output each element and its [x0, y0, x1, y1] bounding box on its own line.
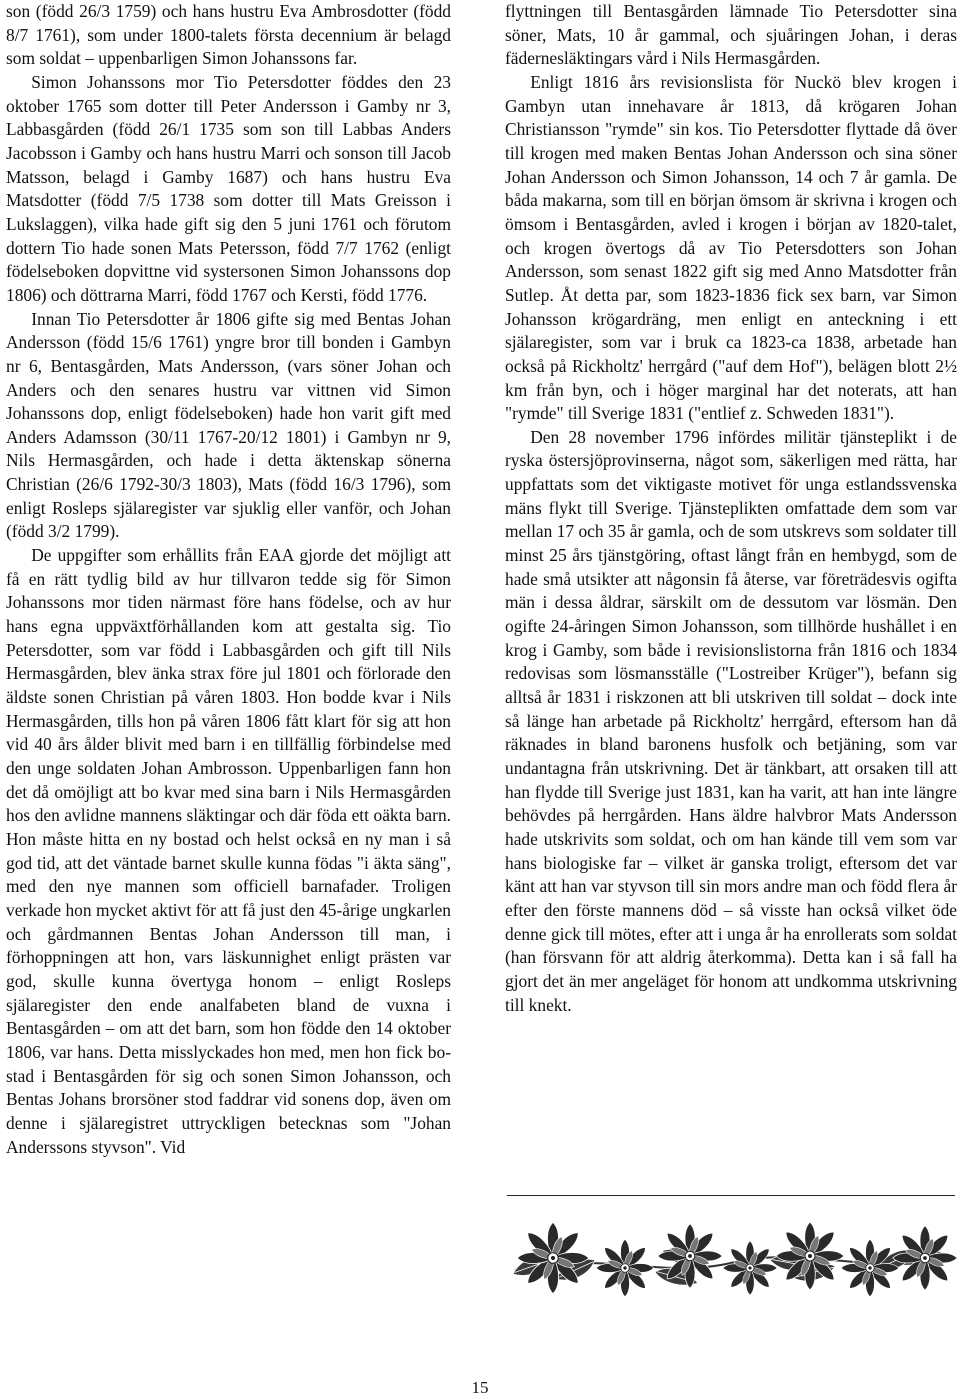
left-paragraph-4: De uppgifter som erhållits från EAA gjorde det möjligt att få en rätt tydlig bild av hur tillvaron tedde sig för Simon Johanssons mor tiden närmast före hans födelse, och av hur hans egna uppväxtförhållanden kom att gestalta sig. Tio Petersdotter, som var född i Labbasgården och gift till Nils Hermasgården, blev änka strax före jul 1801 och förlorade den äldste sonen Christian på våren 1803. Hon bodde kvar i Nils Hermasgården, tills hon på våren 1806 fått klart för sig att hon vid 40 års ålder blivit med barn i en tillfällig förbindelse med den unge soldaten Johan Ambrosson. Uppenbarligen fann hon det då omöjligt att bo kvar med sina barn i Nils Hermasgården hos den avlidne mannens släktingar och där föda ett oäkta barn. Hon måste hitta en ny bostad och helst också en ny man i så god tid, att det väntade barnet skulle kunna födas "i äkta säng", med den nye mannen som officiell barnafader. Troligen verkade hon mycket aktivt för att få just den 45-årige ungkarlen och gårdmannen Bentas Johan Andersson till man, i förhoppningen att hon, vars läskunnighet enligt prästen var god, skulle kunna övertyga honom – enligt Rosleps själaregister den ende analfabeten bland de vuxna i Bentasgården – om att det barn, som hon födde den 14 oktober 1806, var hans. Detta misslyckades hon med, men hon fick bostad i Bentasgården för sig och sonen Simon Johansson, och Bentas Johans brorsöner stod faddrar vid sonens dop, även om denne i själaregistret uttryckligen betecknas som "Johan Anderssons styvson". Vid	[6, 545, 451, 1157]
right-paragraph-1: flyttningen till Bentasgården lämnade Tio Petersdotter sina söner, Mats, 10 år gammal, och sjuåringen Johan, i deras fädernesläktingars vård i Nils Hermasgården.	[505, 1, 957, 69]
section-end-rule	[507, 1195, 955, 1196]
right-paragraph-2: Enligt 1816 års revisionslista för Nuckö blev krogen i Gambyn utan innehavare år 1813, då krögaren Johan Christiansson "rymde" sin kos. Tio Petersdotter flyttade då över till krogen med maken Bentas Johan Andersson och sina söner Johan Andersson och Simon Johansson, 14 och 7 år gamla. De båda makarna, som till en början ömsom är skrivna i krogen och ömsom i Bentasgården, avled i krogen i början av 1820-talet, och krogen övertogs då av Tio Petersdotters son Johan Andersson, som senast 1822 gift sig med Anno Matsdotter från Sutlep. Åt detta par, som 1823-1836 fick sex barn, var Simon Johansson krögardräng, men enligt en anteckning i ett själaregister, som var i bruk ca 1823-ca 1838, arbetade han också på Rickholtz' herrgård ("auf dem Hof"), belägen blott 2½ km från byn, och i höger marginal har det noterats, att han "rymde" till Sverige 1831 ("entlief z. Schweden 1831").	[505, 71, 957, 424]
left-paragraph-2: Simon Johanssons mor Tio Petersdotter föddes den 23 oktober 1765 som dotter till Peter Andersson i Gamby nr 3, Labbasgården (född 26/1 1735 som son till Labbas Anders Jacobsson i Gamby och hans hustru Marri och sonson till Jacob Matsson, belagd i Gamby 1687) och hans hustru Eva Matsdotter (född 7/5 1738 som dotter till Mats Greisson i Lukslaggen), vilka hade gift sig den 5 juni 1761 och förutom dottern Tio hade sonen Mats Petersson, född 7/7 1762 (enligt födelseboken dopvittne vid systersonen Simon Johanssons dop 1806) och döttrarna Marri, född 1767 och Kersti, född 1776.	[6, 71, 451, 305]
page-number: 15	[471, 1378, 489, 1397]
left-paragraph-1: son (född 26/3 1759) och hans hustru Eva Ambrosdotter (född 8/7 1761), som under 1800-talets första decennium är belagd som soldat – uppenbarligen Simon Johanssons far.	[6, 1, 451, 69]
poinsettia-ornament-icon	[505, 1210, 960, 1315]
right-paragraph-3: Den 28 november 1796 infördes militär tjänsteplikt i de ryska östersjöprovinserna, något som, säkerligen med rätta, har uppfattats som det viktigaste motivet för unga estlandssvenska mäns flykt till Sverige. Tjänsteplikten omfattade dem som var mellan 17 och 35 år gamla, och de som utskrevs som soldater till minst 25 års tjänstgöring, oftast långt från en hembygd, som de hade små utsikter att någonsin få återse, var företrädesvis ogifta män i dessa åldrar, särskilt om de dessutom var lösmän. Den ogifte 24-åringen Simon Johansson, som tillhörde hushållet i en krog i Gamby, som både i revisionslistorna från 1816 och 1834 redovisas som lösmansställe ("Lostreiber Krüger"), befann sig alltså år 1831 i riskzonen att bli utskriven till soldat – dock inte så länge han arbetade på Rickholtz' herrgård, eftersom han då räknades in bland baronens husfolk och betjäning, som var undantagna från utskrivning. Det är tänkbart, att orsaken till att han flydde till Sverige just 1831, kan ha varit, att han inte längre behövdes på herrgården. Hans äldre halvbror Mats Andersson hade utskrivits som soldat, och om han kände till vem som var hans biologiske far – vilket är ganska troligt, eftersom det var känt att han var styvson till sin mors andre man och född flera år efter den förste mannens död – så visste han också vilket öde denne gick till mötes, efter att i unga år ha enrollerats som soldat (han försvann för att aldrig återkomma). Detta kan i så fall ha gjort det än mer angeläget för honom att undkomma utskrivning till knekt.	[505, 426, 957, 1015]
right-text-column	[505, 0, 957, 1017]
left-text-column	[6, 0, 451, 1159]
left-paragraph-3: Innan Tio Petersdotter år 1806 gifte sig med Bentas Johan Andersson (född 15/6 1761) yngre bror till bonden i Gambyn nr 6, Bentasgården, Mats Andersson, (vars söner Johan och Anders och den senares hustru var vittnen vid Simon Johanssons dop, enligt födelseboken) hade hon varit gift med Anders Adamsson (30/11 1767-20/12 1801) i Gambyn nr 9, Nils Hermasgården, och hade i detta äktenskap sönerna Christian (26/6 1792-30/3 1803), Mats (född 16/3 1796), som enligt Rosleps själaregister var sjuklig eller vanför, och Johan (född 3/2 1799).	[6, 308, 451, 542]
